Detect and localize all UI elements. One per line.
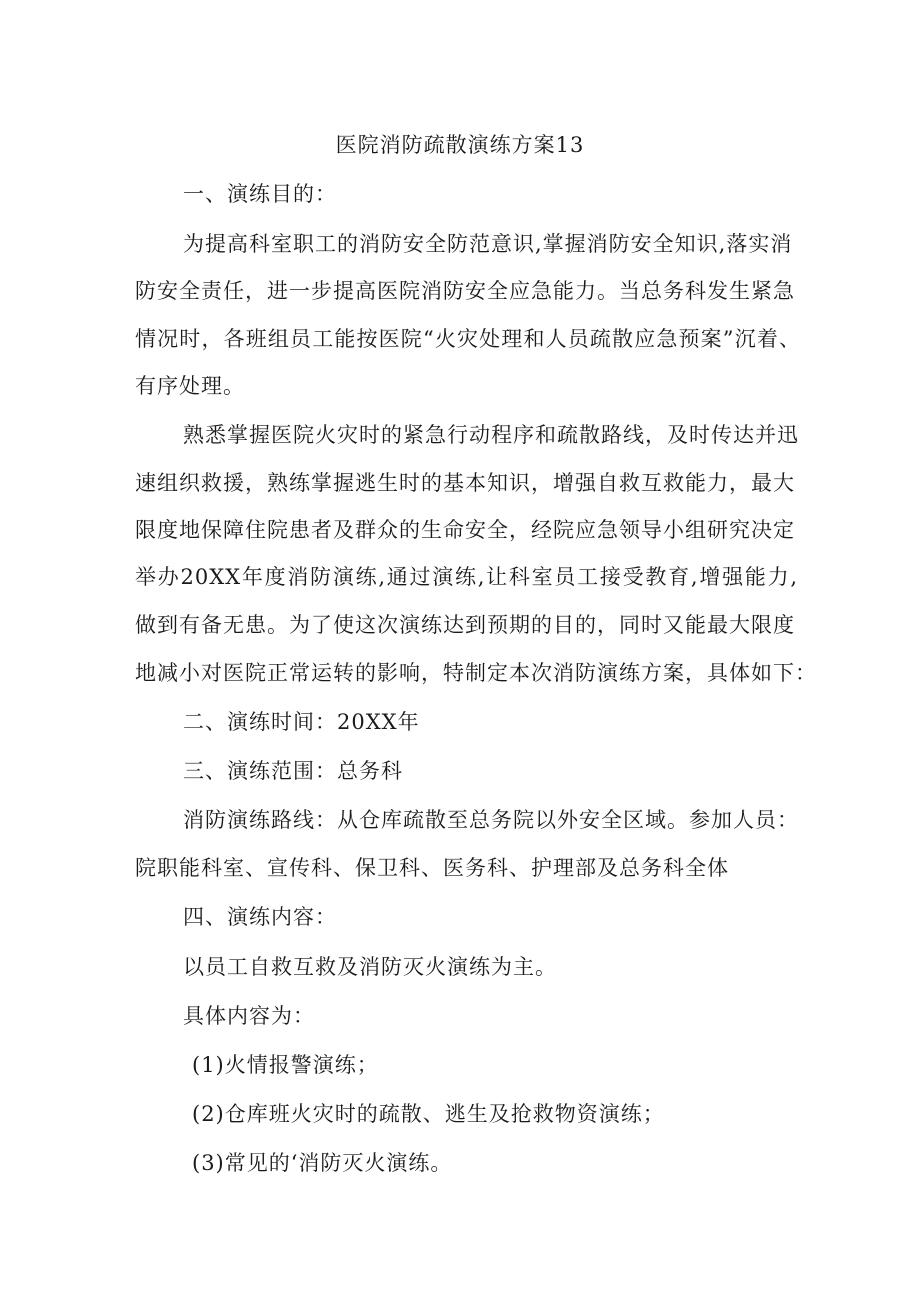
paragraph-line: 速组织救援，熟练掌握逃生时的基本知识，增强自救互救能力，最大	[135, 471, 795, 495]
section-heading-scope: 三、演练范围：总务科	[183, 759, 403, 783]
paragraph-line: 情况时，各班组员工能按医院“火灾处理和人员疏散应急预案”沉着、	[135, 327, 801, 351]
paragraph-line: 地减小对医院正常运转的影响，特制定本次消防演练方案，具体如下：	[135, 661, 817, 685]
section-heading-purpose: 一、演练目的：	[183, 182, 337, 206]
list-item: (2)仓库班火灾时的疏散、逃生及抢救物资演练；	[192, 1102, 665, 1126]
document-title: 医院消防疏散演练方案13	[335, 133, 585, 157]
paragraph-line: 熟悉掌握医院火灾时的紧急行动程序和疏散路线，及时传达并迅	[183, 423, 799, 447]
paragraph-line: 消防演练路线：从仓库疏散至总务院以外安全区域。参加人员：	[183, 808, 799, 832]
section-heading-time: 二、演练时间：20XX年	[183, 710, 420, 734]
section-heading-content: 四、演练内容：	[183, 905, 337, 929]
paragraph-line: 限度地保障住院患者及群众的生命安全，经院应急领导小组研究决定	[135, 518, 795, 542]
paragraph-line: 有序处理。	[135, 374, 245, 398]
list-item: (1)火情报警演练；	[192, 1053, 379, 1077]
paragraph-line: 举办20XX年度消防演练,通过演练,让科室员工接受教育,增强能力,	[135, 565, 798, 589]
paragraph-line: 做到有备无患。为了使这次演练达到预期的目的，同时又能最大限度	[135, 613, 795, 637]
paragraph-line: 院职能科室、宣传科、保卫科、医务科、护理部及总务科全体	[135, 856, 729, 880]
paragraph-line: 具体内容为：	[183, 1004, 315, 1028]
paragraph-line: 为提高科室职工的消防安全防范意识,掌握消防安全知识,落实消	[183, 232, 793, 256]
paragraph-line: 以员工自救互救及消防灭火演练为主。	[183, 955, 557, 979]
paragraph-line: 防安全责任，进一步提高医院消防安全应急能力。当总务科发生紧急	[135, 279, 795, 303]
list-item: (3)常见的‘消防灭火演练。	[192, 1151, 453, 1175]
